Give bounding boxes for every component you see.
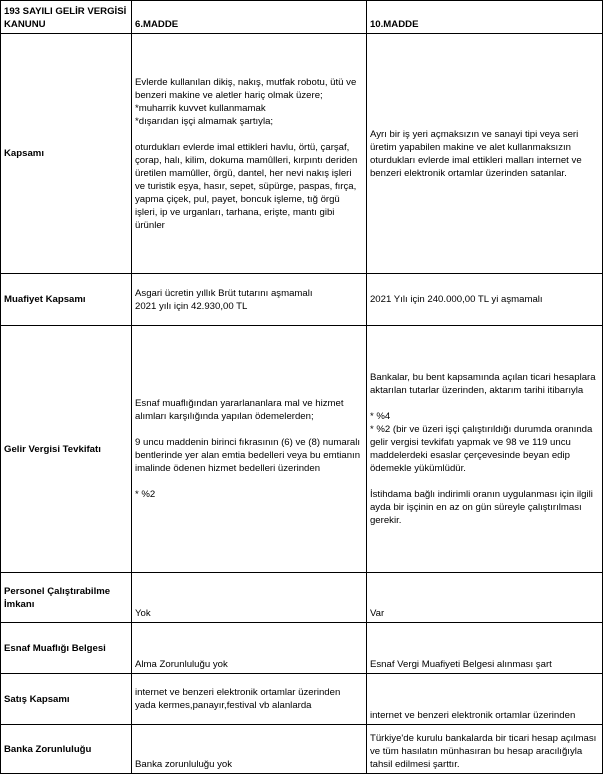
header-madde-10: 10.MADDE — [366, 1, 602, 34]
kapsam-m6-line-2: *muharrik kuvvet kullanmamak — [135, 102, 266, 114]
muafiyet-m6-line-2: 2021 yılı için 42.930,00 TL — [135, 300, 248, 312]
kapsam-m6-gap — [135, 128, 363, 141]
kapsam-m6-line-1: Evlerde kullanılan dikiş, nakış, mutfak robotu, ütü ve benzeri makine ve aletler hariç olmak üzere; — [135, 76, 357, 101]
row-label-belge: Esnaf Muaflığı Belgesi — [1, 623, 132, 674]
belge-madde-10: Esnaf Vergi Muafiyeti Belgesi alınması şart — [366, 623, 602, 674]
row-belge — [1, 623, 603, 674]
satis-madde-10: internet ve benzeri elektronik ortamlar üzerinden — [366, 674, 602, 725]
tevkifat-m6-line-5: * %2 — [135, 489, 156, 500]
tevkifat-m6-line-1: Esnaf muaflığından yararlananlara mal ve hizmet alımları karşılığında yapılan ödemelerden; — [135, 398, 344, 422]
muafiyet-madde-10: 2021 Yılı için 240.000,00 TL yi aşmamalı — [366, 274, 602, 326]
tevkifat-m6-line-3: 9 uncu maddenin birinci fıkrasının (6) ve (8) numaralı bentlerinde yer alan emtia bedelleri veya bu emtianın imalinde ödenen hizmet bedelleri üzerinden — [135, 437, 361, 474]
banka-madde-6: Banka zorunluluğu yok — [132, 725, 367, 774]
muafiyet-madde-6 — [132, 274, 367, 326]
tevkifat-m10-line-4: * %2 (bir ve üzeri işçi çalıştırıldığı durumda oranında gelir vergisi tevkifatı yapmak ve 98 ve 119 uncu maddelerdeki esaslar çerçevesinde beyan edip ödemekle yükümlüdür. — [369, 424, 593, 474]
tevkifat-madde-6 — [132, 326, 367, 573]
row-label-personel: Personel Çalıştırabilme İmkanı — [1, 573, 132, 623]
kapsam-m6-line-5: oturdukları evlerde imal ettikleri havlu, örtü, çarşaf, çorap, halı, kilim, dokuma mamûlleri, kırpıntı deriden üretilen mamûller, örgü, dantel, her nevi nakış işleri ve turistik eşya, hasır, sepet, süpürge, paspas, fırça, yapma çiçek, pul, payet, boncuk işleme, tığ örgü işleri, ip ve urganları, tarhana, erişte, mantı gibi ürünler — [135, 141, 358, 231]
belge-madde-6: Alma Zorunluluğu yok — [132, 623, 367, 674]
kapsam-m6-line-3: *dışarıdan işçi almamak şartıyla; — [135, 115, 274, 127]
header-law: 193 SAYILI GELİR VERGİSİ KANUNU — [1, 1, 132, 34]
satis-madde-6: internet ve benzeri elektronik ortamlar üzerinden yada kermes,panayır,festival vb alanlarda — [132, 674, 367, 725]
row-label-satis: Satış Kapsamı — [1, 674, 132, 725]
row-banka — [1, 725, 603, 774]
tevkifat-m10-line-3: * %4 — [369, 411, 391, 422]
row-muafiyet — [1, 274, 603, 326]
row-tevkifat — [1, 326, 603, 573]
tevkifat-m10-line-1: Bankalar, bu bent kapsamında açılan ticari hesaplara aktarılan tutarlar üzerinden, aktarım tarihi itibarıyla — [369, 372, 596, 396]
tevkifat-madde-10 — [366, 326, 602, 573]
row-label-tevkifat: Gelir Vergisi Tevkifatı — [1, 326, 132, 573]
tevkifat-m10-gap-2 — [370, 475, 599, 488]
row-label-banka: Banka Zorunluluğu — [1, 725, 132, 774]
banka-madde-10: Türkiye'de kurulu bankalarda bir ticari hesap açılması ve tüm hasılatın münhasıran bu hesap aracılığıyla tahsil edilmesi şarttır. — [366, 725, 602, 774]
tevkifat-m10-gap-1 — [370, 397, 599, 410]
muafiyet-m6-line-1: Asgari ücretin yıllık Brüt tutarını aşmamalı — [135, 287, 313, 299]
row-personel — [1, 573, 603, 623]
kapsam-madde-10: Ayrı bir iş yeri açmaksızın ve sanayi tipi veya seri üretim yapabilen makine ve alet kullanmaksızın oturdukları evlerde imal ettikleri malları internet ve benzeri elektronik ortamlar üzerinden satanlar. — [366, 34, 602, 274]
header-madde-6: 6.MADDE — [132, 1, 367, 34]
row-satis — [1, 674, 603, 725]
row-kapsam — [1, 34, 603, 274]
header-row — [1, 1, 603, 34]
tevkifat-m6-gap-1 — [135, 423, 363, 436]
tevkifat-m6-gap-2 — [135, 475, 363, 488]
row-label-muafiyet: Muafiyet Kapsamı — [1, 274, 132, 326]
kapsam-madde-6 — [132, 34, 367, 274]
personel-madde-10: Var — [366, 573, 602, 623]
personel-madde-6: Yok — [132, 573, 367, 623]
row-label-kapsam: Kapsamı — [1, 34, 132, 274]
tevkifat-m10-line-6: İstihdama bağlı indirimli oranın uygulanması için ilgili ayda bir işçinin en az on gün süreyle çalıştırılması gerekir. — [369, 489, 593, 526]
